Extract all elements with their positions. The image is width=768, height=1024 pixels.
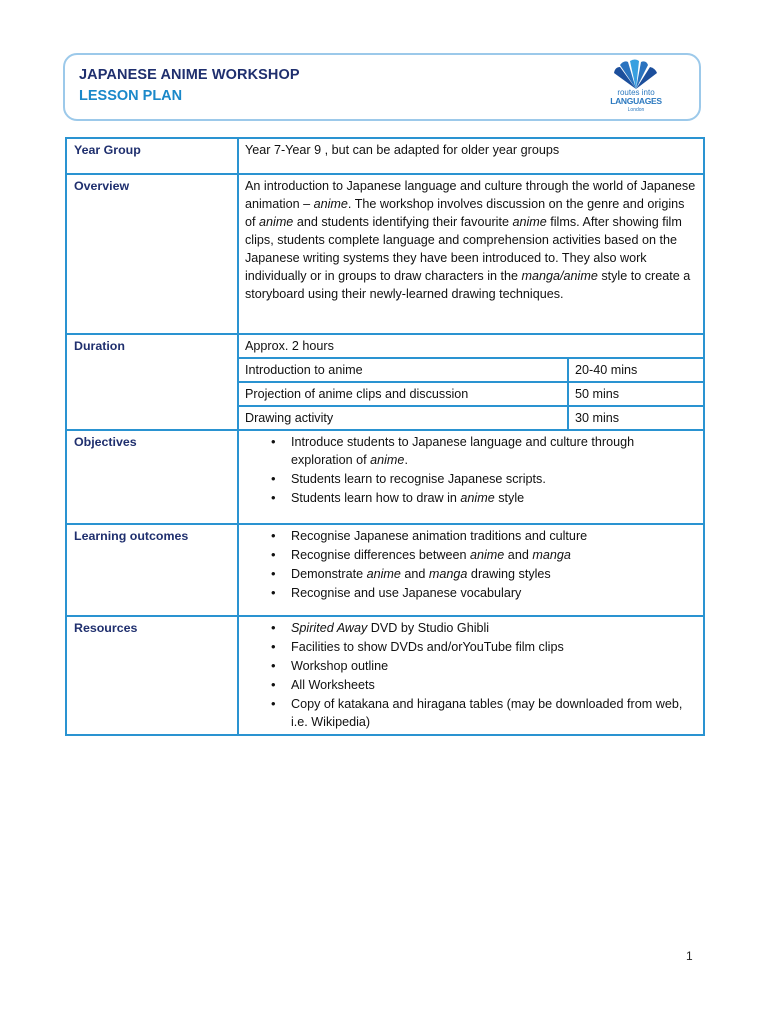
list-item: • Students learn to recognise Japanese scripts.	[291, 470, 697, 488]
duration-activity: Introduction to anime	[238, 358, 568, 382]
list-item: • Recognise and use Japanese vocabulary	[291, 584, 697, 602]
duration-activity: Drawing activity	[238, 406, 568, 430]
overview-label: Overview	[66, 174, 238, 334]
document-title: JAPANESE ANIME WORKSHOP	[79, 67, 300, 83]
year-group-row	[66, 138, 704, 174]
list-item: • Copy of katakana and hiragana tables (may be downloaded from web, i.e. Wikipedia)	[291, 695, 697, 731]
page-number: 1	[686, 949, 693, 963]
logo-text-line2: LANGUAGES	[610, 96, 662, 106]
duration-label: Duration	[66, 334, 238, 430]
resources-label: Resources	[66, 616, 238, 735]
duration-time: 20-40 mins	[568, 358, 704, 382]
list-item: • Recognise Japanese animation traditions and culture	[291, 527, 697, 545]
objectives-label: Objectives	[66, 430, 238, 524]
objectives-row	[66, 430, 704, 524]
duration-time: 50 mins	[568, 382, 704, 406]
list-item: • Recognise differences between anime and manga	[291, 546, 697, 564]
list-item: • Spirited Away DVD by Studio Ghibli	[291, 619, 697, 637]
document-header	[63, 53, 701, 121]
learning-outcomes-label: Learning outcomes	[66, 524, 238, 616]
list-item: • Students learn how to draw in anime style	[291, 489, 697, 507]
lesson-plan-table	[65, 137, 705, 736]
document-subtitle: LESSON PLAN	[79, 88, 183, 104]
duration-time: 30 mins	[568, 406, 704, 430]
list-item: • Demonstrate anime and manga drawing styles	[291, 565, 697, 583]
objectives-list	[245, 433, 697, 507]
list-item: • Workshop outline	[291, 657, 697, 675]
list-item: • All Worksheets	[291, 676, 697, 694]
year-group-label: Year Group	[66, 138, 238, 174]
overview-text: An introduction to Japanese language and culture through the world of Japanese animation – anime. The workshop involves discussion on the genre and origins of anime and students identifying their favourite anime films. After showing film clips, students complete language and comprehension activities based on the Japanese writing systems they have been introduced to. They also work individually or in groups to draw characters in the manga/anime style to create a storyboard using their newly-learned drawing techniques.	[238, 174, 704, 334]
fan-logo-icon	[611, 59, 661, 89]
routes-into-languages-logo	[605, 59, 667, 117]
list-item: • Introduce students to Japanese language and culture through exploration of anime.	[291, 433, 697, 469]
logo-text-line1: routes into	[617, 88, 655, 97]
list-item: • Facilities to show DVDs and/orYouTube film clips	[291, 638, 697, 656]
year-group-value: Year 7-Year 9 , but can be adapted for older year groups	[238, 138, 704, 174]
learning-outcomes-row	[66, 524, 704, 616]
duration-row	[66, 334, 704, 358]
overview-row	[66, 174, 704, 334]
resources-row	[66, 616, 704, 735]
resources-list	[245, 619, 697, 731]
learning-outcomes-list	[245, 527, 697, 602]
duration-total: Approx. 2 hours	[238, 334, 704, 358]
duration-activity: Projection of anime clips and discussion	[238, 382, 568, 406]
logo-text-line3: London	[627, 107, 645, 113]
